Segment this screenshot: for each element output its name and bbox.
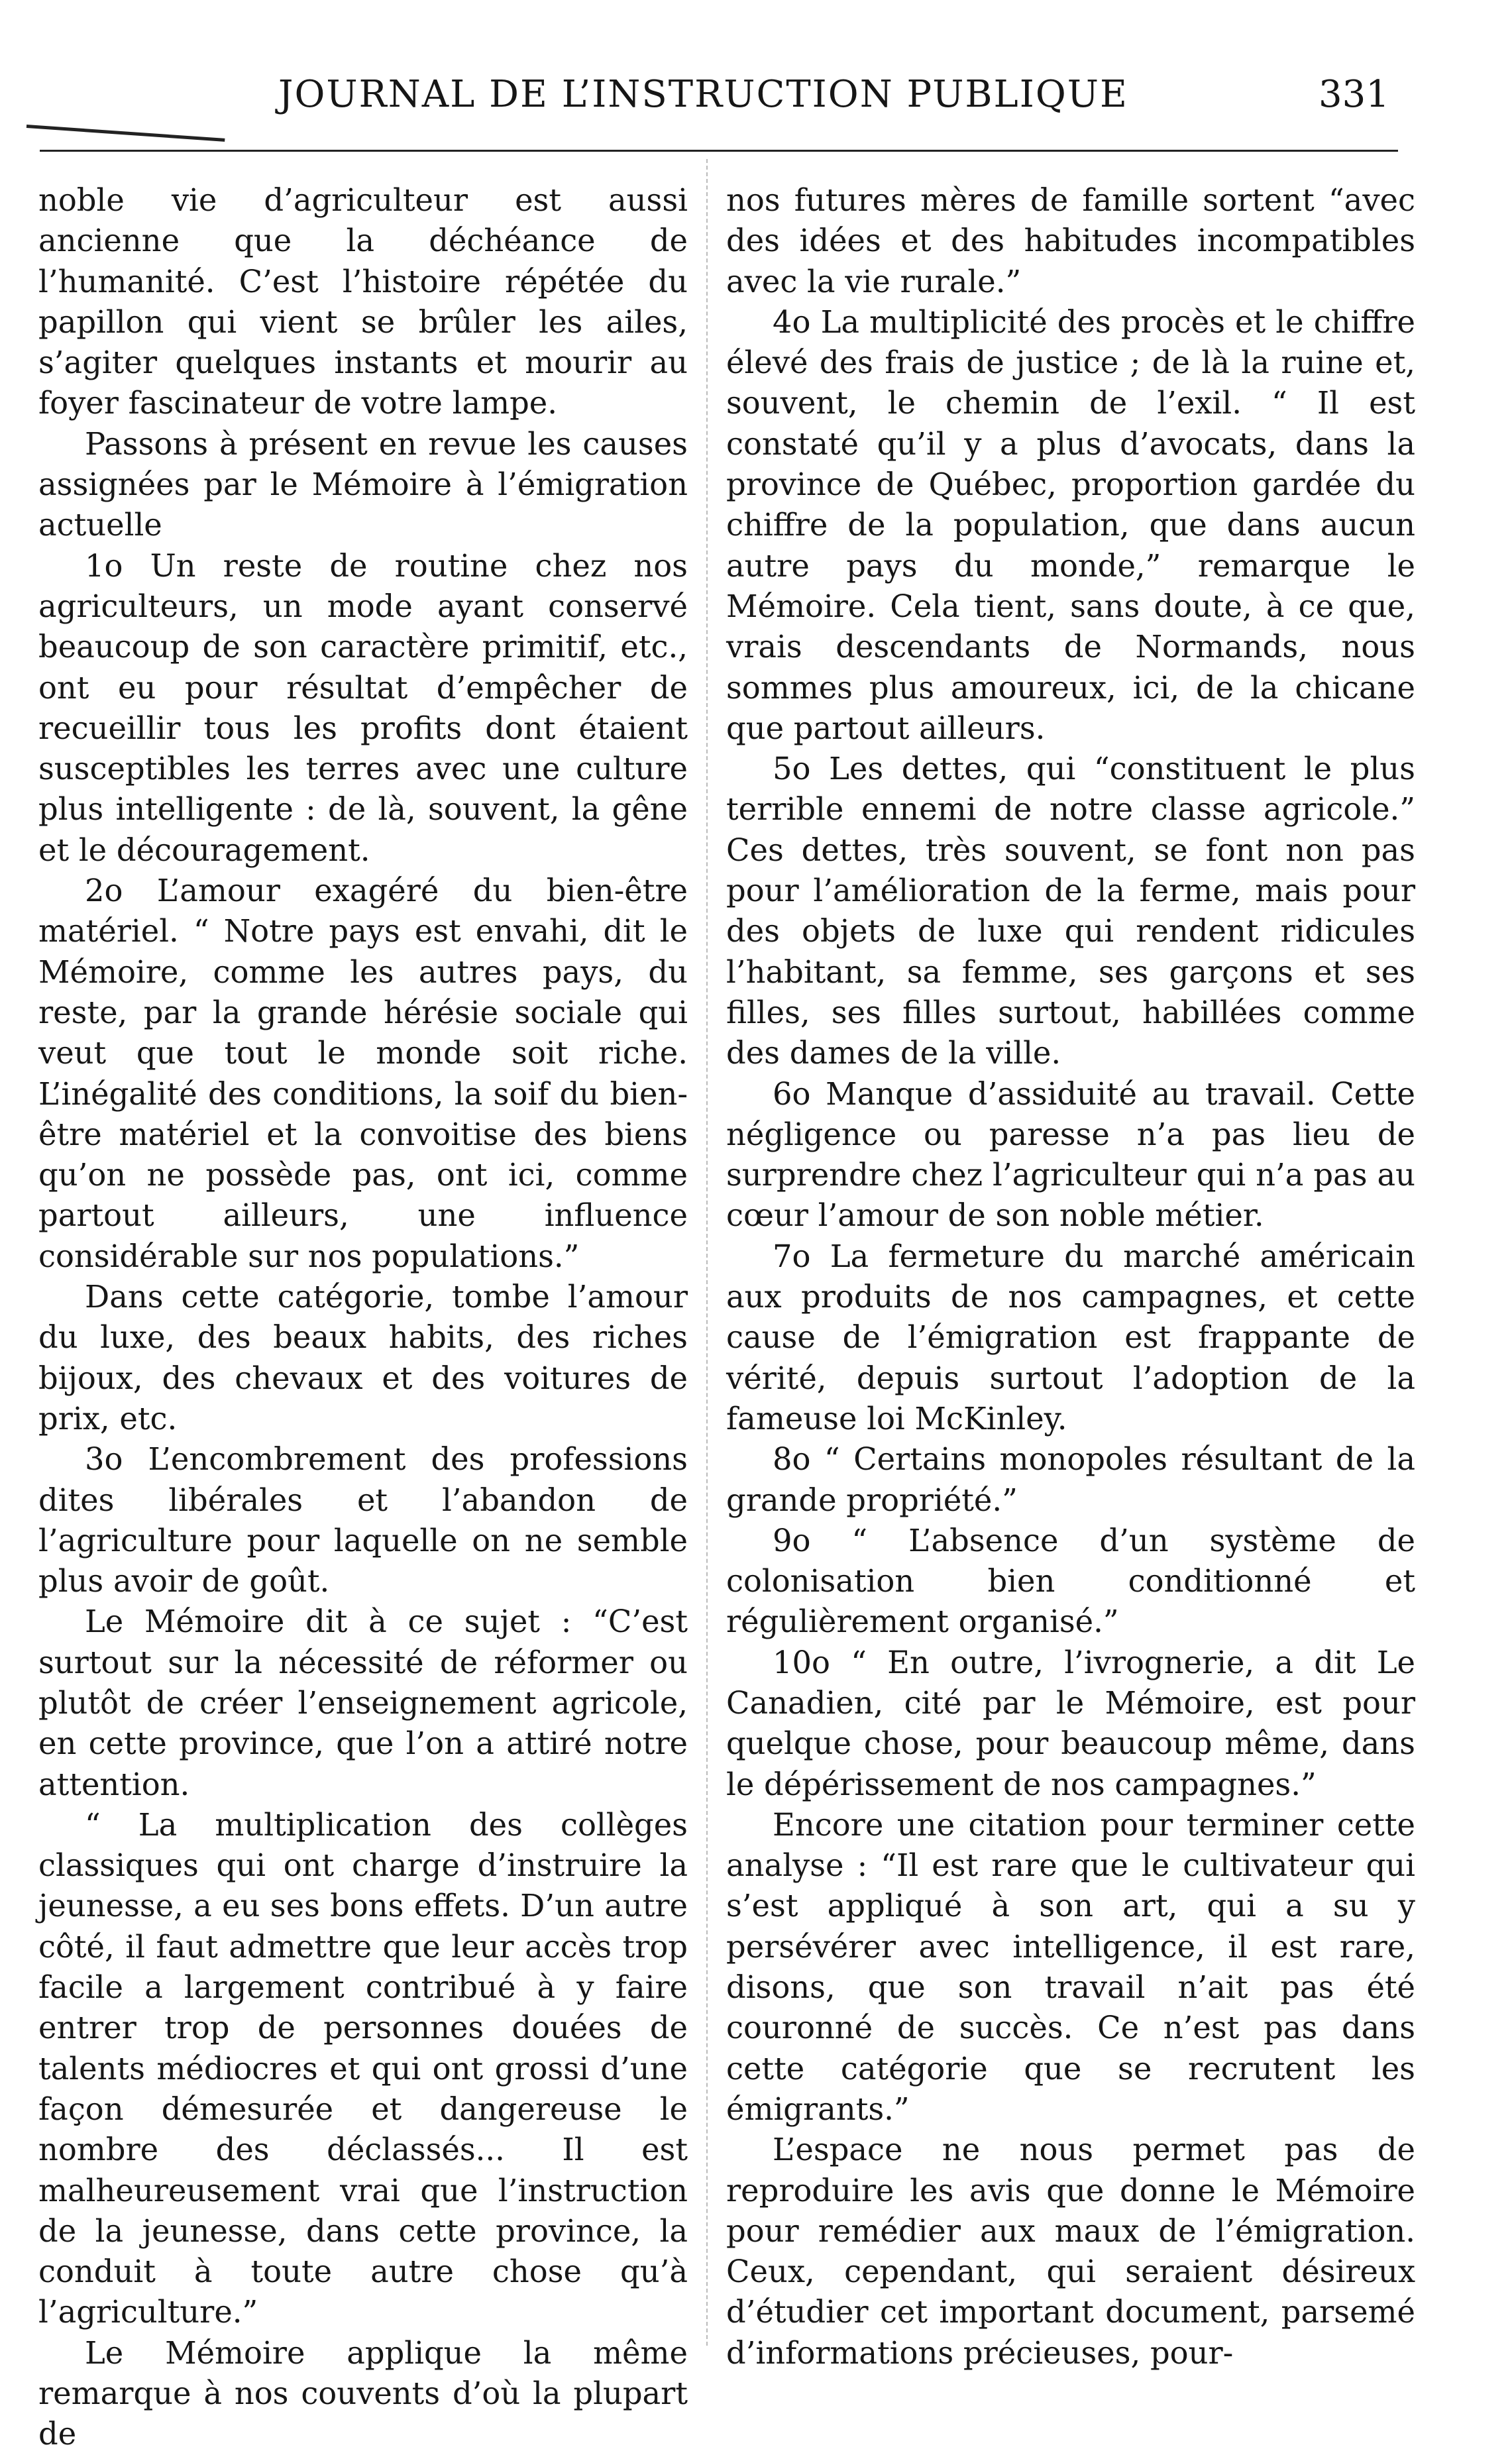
paragraph: 9o “ L’absence d’un système de colonisation bien conditionné et régulièrement organisé.”	[726, 1522, 1415, 1640]
paragraph: L’espace ne nous permet pas de reproduire les avis que donne le Mémoire pour remédier aux maux de l’émigration. Ceux, cependant, qui seraient désireux d’étudier cet important document, parsemé d’informations précieuses, pour-	[726, 2132, 1415, 2371]
paragraph: 7o La fermeture du marché américain aux produits de nos campagnes, et cette cause de l’émigration est frappante de vérité, depuis surtout l’adoption de la fameuse loi McKinley.	[726, 1238, 1415, 1437]
paragraph: 4o La multiplicité des procès et le chiffre élevé des frais de justice ; de là la ruine et, souvent, le chemin de l’exil. “ Il est constaté qu’il y a plus d’avocats, dans la province de Québec, proportion gardée du chiffre de la population, que dans aucun autre pays du monde,” remarque le Mémoire. Cela tient, sans doute, à ce que, vrais descendants de Normands, nous sommes plus amoureux, ici, de la chicane que partout ailleurs.	[726, 303, 1415, 746]
paragraph: noble vie d’agriculteur est aussi ancienne que la déchéance de l’humanité. C’est l’histoire répétée du papillon qui vient se brûler les ailes, s’agiter quelques instants et mourir au foyer fascinateur de votre lampe.	[38, 182, 688, 421]
paragraph: nos futures mères de famille sortent “avec des idées et des habitudes incompatibles avec la vie rurale.”	[726, 182, 1415, 300]
right-column	[726, 180, 1415, 2373]
paragraph: 5o Les dettes, qui “constituent le plus terrible ennemi de notre classe agricole.” Ces dettes, très souvent, se font non pas pour l’amélioration de la ferme, mais pour des objets de luxe qui rendent ridicules l’habitant, sa femme, ses garçons et ses filles, ses filles surtout, habillées comme des dames de la ville.	[726, 751, 1415, 1071]
paragraph: Le Mémoire applique la même remarque à nos couvents d’où la plupart de	[38, 2334, 688, 2452]
left-column	[38, 180, 688, 2455]
paragraph: 3o L’encombrement des professions dites libérales et l’abandon de l’agriculture pour laquelle on ne semble plus avoir de goût.	[38, 1441, 688, 1600]
paragraph: Le Mémoire dit à ce sujet : “C’est surtout sur la nécessité de réformer ou plutôt de créer l’enseignement agricole, en cette province, que l’on a attiré notre attention.	[38, 1604, 688, 1802]
journal-title: JOURNAL DE L’INSTRUCTION PUBLIQUE	[278, 73, 1128, 116]
paragraph: 8o “ Certains monopoles résultant de la grande propriété.”	[726, 1441, 1415, 1518]
paragraph: 10o “ En outre, l’ivrognerie, a dit Le Canadien, cité par le Mémoire, est pour quelque chose, pour beaucoup même, dans le dépérissement de nos campagnes.”	[726, 1644, 1415, 1802]
paragraph: Passons à présent en revue les causes assignées par le Mémoire à l’émigration actuelle	[38, 425, 688, 543]
header-rule	[40, 150, 1398, 152]
page-number: 331	[1319, 73, 1389, 116]
page-header	[0, 73, 1512, 126]
paragraph: 6o Manque d’assiduité au travail. Cette négligence ou paresse n’a pas lieu de surprendre chez l’agriculteur qui n’a pas au cœur l’amour de son noble métier.	[726, 1075, 1415, 1234]
paragraph: 2o L’amour exagéré du bien-être matériel. “ Notre pays est envahi, dit le Mémoire, comme les autres pays, du reste, par la grande hérésie sociale qui veut que tout le monde soit riche. L’inégalité des conditions, la soif du bien-être matériel et la convoitise des biens qu’on ne possède pas, ont ici, comme partout ailleurs, une influence considérable sur nos populations.”	[38, 873, 688, 1274]
paragraph: Dans cette catégorie, tombe l’amour du luxe, des beaux habits, des riches bijoux, des chevaux et des voitures de prix, etc.	[38, 1279, 688, 1437]
paragraph: “ La multiplication des collèges classiques qui ont charge d’instruire la jeunesse, a eu ses bons effets. D’un autre côté, il faut admettre que leur accès trop facile a largement contribué à y faire entrer trop de personnes douées de talents médiocres et qui ont grossi d’une façon démesurée et dangereuse le nombre des déclassés... Il est malheureusement vrai que l’instruction de la jeunesse, dans cette province, la conduit à toute autre chose qu’à l’agriculture.”	[38, 1806, 688, 2330]
header-rule-curl	[27, 125, 225, 142]
column-divider	[706, 159, 708, 2346]
paragraph: 1o Un reste de routine chez nos agriculteurs, un mode ayant conservé beaucoup de son caractère primitif, etc., ont eu pour résultat d’empêcher de recueillir tous les profits dont étaient susceptibles les terres avec une culture plus intelligente : de là, souvent, la gêne et le découragement.	[38, 547, 688, 868]
paragraph: Encore une citation pour terminer cette analyse : “Il est rare que le cultivateur qui s’est appliqué à son art, qui a su y persévérer avec intelligence, il est rare, disons, que son travail n’ait pas été couronné de succès. Ce n’est pas dans cette catégorie que se recrutent les émigrants.”	[726, 1806, 1415, 2127]
